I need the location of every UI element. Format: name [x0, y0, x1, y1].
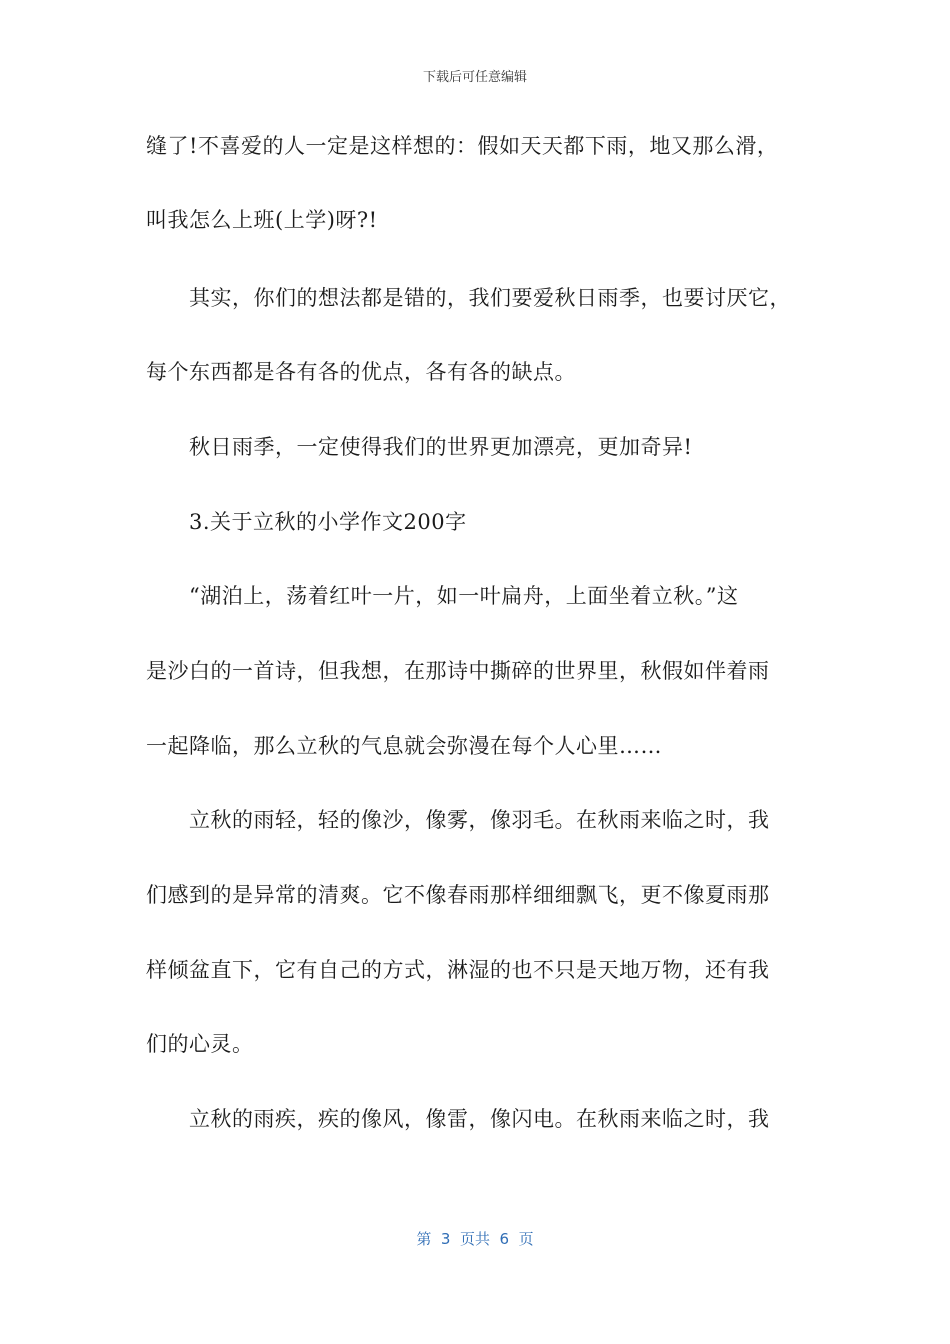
text-line: 立秋的雨轻，轻的像沙，像雾，像羽毛。在秋雨来临之时，我	[146, 808, 770, 832]
text-line: 叫我怎么上班(上学)呀?!	[146, 208, 378, 232]
section-heading: 3.关于立秋的小学作文200字	[146, 510, 467, 534]
text-line: 们的心灵。	[146, 1032, 254, 1056]
text-line: 们感到的是异常的清爽。它不像春雨那样细细飘飞，更不像夏雨那	[146, 883, 770, 907]
text-line: 一起降临，那么立秋的气息就会弥漫在每个人心里……	[146, 734, 662, 758]
text-line: “湖泊上，荡着红叶一片，如一叶扁舟，上面坐着立秋。”这	[146, 584, 739, 608]
page-footer: 第 3 页共 6 页	[416, 1230, 534, 1248]
page-header: 下载后可任意编辑	[422, 70, 527, 85]
text-line: 是沙白的一首诗，但我想，在那诗中撕碎的世界里，秋假如伴着雨	[146, 659, 770, 683]
text-line: 缝了!不喜爱的人一定是这样想的：假如天天都下雨，地又那么滑，	[146, 134, 779, 158]
text-line: 秋日雨季，一定使得我们的世界更加漂亮，更加奇异!	[146, 435, 693, 459]
text-line: 立秋的雨疾，疾的像风，像雷，像闪电。在秋雨来临之时，我	[146, 1107, 770, 1131]
text-line: 每个东西都是各有各的优点，各有各的缺点。	[146, 360, 576, 384]
text-line: 样倾盆直下，它有自己的方式，淋湿的也不只是天地万物，还有我	[146, 958, 770, 982]
text-line: 其实，你们的想法都是错的，我们要爱秋日雨季，也要讨厌它，	[146, 286, 791, 310]
